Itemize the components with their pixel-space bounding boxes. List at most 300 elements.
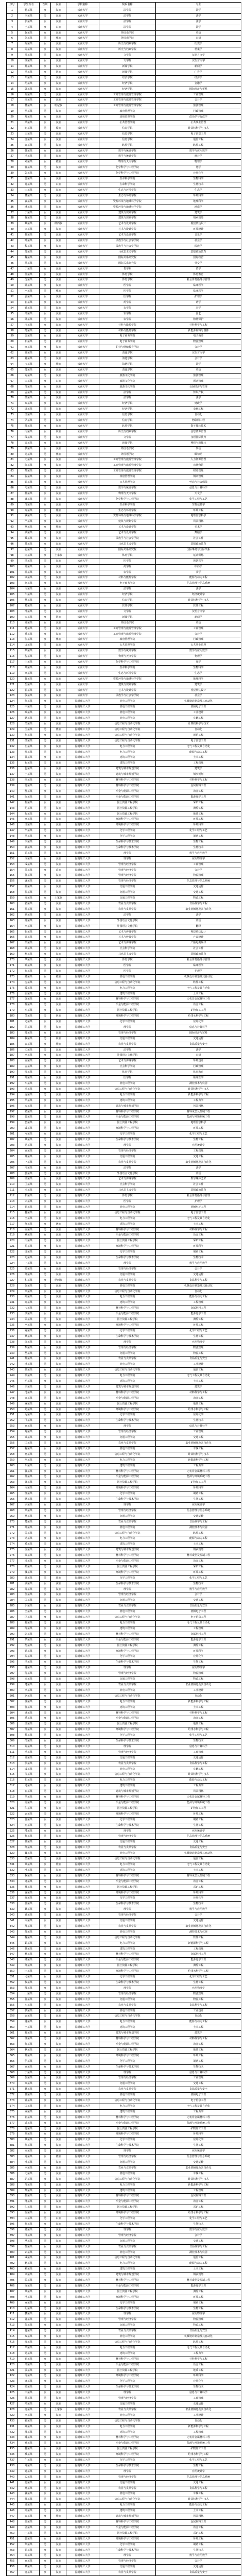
cell-major: 食品科学与工程 (156, 1278, 241, 1283)
cell-major: 生物技术 (156, 1902, 241, 1907)
cell-major: 金融学 (156, 81, 241, 87)
cell-major: 视觉传达设计 (156, 929, 241, 935)
cell-gender: 女 (40, 2244, 51, 2250)
cell-ethnicity: 汉族 (51, 2087, 66, 2093)
cell-department: 信息工程与自动化学院 (99, 1289, 156, 1295)
cell-ethnicity: 汉族 (51, 1132, 66, 1138)
cell-major: 矿物加工工程 (156, 1806, 241, 1811)
cell-ethnicity: 汉族 (51, 1047, 66, 1053)
cell-index: 45 (7, 255, 18, 261)
cell-ethnicity: 汉族 (51, 536, 66, 542)
table-row (7, 1014, 241, 1020)
cell-index: 78 (7, 440, 18, 446)
cell-department: 生态与环境学院 (99, 188, 156, 193)
cell-gender: 男 (40, 193, 51, 199)
cell-index: 198 (7, 1115, 18, 1121)
table-row (7, 772, 241, 778)
cell-department: 软件学院 (99, 143, 156, 148)
cell-department: 理学院 (99, 851, 156, 856)
cell-school: 昆明理工大学 (66, 1755, 99, 1761)
cell-major: 化学工程与工艺 (156, 1328, 241, 1334)
cell-index: 56 (7, 317, 18, 323)
cell-major: 交通运输 (156, 885, 241, 890)
cell-school: 云南大学 (66, 575, 99, 581)
cell-name: 裴某某 (18, 845, 40, 851)
cell-index: 161 (7, 907, 18, 912)
cell-major: 能源与环境系统工程 (156, 1801, 241, 1806)
cell-major: 临床医学 (156, 1076, 241, 1081)
cell-school: 昆明理工大学 (66, 1384, 99, 1390)
cell-department: 化学工程学院 (99, 1492, 156, 1497)
cell-name: 郜某某 (18, 2182, 40, 2188)
cell-index: 23 (7, 131, 18, 137)
cell-major: 临床医学 (156, 289, 241, 295)
cell-name: 仇某某 (18, 2076, 40, 2081)
table-row (7, 334, 241, 340)
cell-major: 财务管理 (156, 469, 241, 474)
cell-school: 昆明理工大学 (66, 2452, 99, 2458)
cell-school: 昆明理工大学 (66, 2216, 99, 2222)
cell-name: 宿某某 (18, 2211, 40, 2216)
cell-gender: 女 (40, 1154, 51, 1160)
cell-index: 431 (7, 2424, 18, 2430)
cell-ethnicity: 汉族 (51, 1334, 66, 1340)
cell-gender: 女 (40, 676, 51, 682)
cell-school: 昆明理工大学 (66, 1980, 99, 1986)
cell-school: 昆明理工大学 (66, 1036, 99, 1042)
cell-index: 139 (7, 783, 18, 789)
cell-gender: 男 (40, 671, 51, 676)
cell-name: 连某某 (18, 2570, 40, 2576)
cell-school: 昆明理工大学 (66, 2475, 99, 2480)
cell-department: 经济学院 (99, 75, 156, 81)
cell-ethnicity: 汉族 (51, 2345, 66, 2351)
cell-department: 国土资源工程学院 (99, 1121, 156, 1126)
cell-school: 昆明理工大学 (66, 2300, 99, 2306)
cell-name: 潘某某 (18, 205, 40, 210)
cell-name: 南某某 (18, 1486, 40, 1492)
cell-major: 信息与计算科学 (156, 1424, 241, 1430)
cell-index: 19 (7, 109, 18, 115)
cell-major: 车辆工程 (156, 1767, 241, 1772)
cell-index: 65 (7, 367, 18, 373)
cell-gender: 男 (40, 958, 51, 963)
cell-department: 建筑与规划学院 (99, 519, 156, 525)
cell-school: 云南大学 (66, 244, 99, 249)
cell-school: 昆明理工大学 (66, 2261, 99, 2267)
cell-major: 交通工程 (156, 1840, 241, 1845)
table-row (7, 514, 241, 519)
cell-school: 云南大学 (66, 30, 99, 36)
cell-ethnicity: 汉族 (51, 1177, 66, 1182)
cell-gender: 男 (40, 1104, 51, 1109)
table-row (7, 2014, 241, 2020)
cell-name: 王某某 (18, 25, 40, 30)
cell-index: 259 (7, 1458, 18, 1463)
table-row (7, 912, 241, 918)
cell-department: 材料科学与工程学院 (99, 1873, 156, 1879)
cell-name: 查某某 (18, 1396, 40, 1401)
cell-gender: 男 (40, 1160, 51, 1165)
cell-department: 生命科学与技术学院 (99, 1660, 156, 1666)
cell-school: 云南大学 (66, 480, 99, 486)
cell-gender: 男 (40, 2138, 51, 2143)
cell-major: 电子信息工程 (156, 131, 241, 137)
cell-name: 山某某 (18, 1991, 40, 1997)
cell-department: 国际关系研究院 (99, 547, 156, 553)
cell-major: 应用化学 (156, 2138, 241, 2143)
cell-ethnicity: 彝族 (51, 36, 66, 42)
cell-index: 216 (7, 1216, 18, 1222)
cell-major: 社会体育指导与管理 (156, 278, 241, 283)
table-row (7, 1750, 241, 1755)
table-row (7, 1868, 241, 1873)
table-row (7, 2295, 241, 2300)
cell-department: 农业与食品学院 (99, 1519, 156, 1525)
cell-gender: 男 (40, 2182, 51, 2188)
cell-ethnicity: 汉族 (51, 92, 66, 98)
cell-major: 土木工程 (156, 1868, 241, 1873)
cell-major: 车辆工程 (156, 716, 241, 722)
cell-major: 应用物理学 (156, 856, 241, 862)
cell-department: 理学院 (99, 856, 156, 862)
cell-name: 张某某 (18, 19, 40, 25)
table-row (7, 1873, 241, 1879)
cell-major: 会计学 (156, 2233, 241, 2239)
cell-ethnicity: 汉族 (51, 1963, 66, 1969)
cell-name: 祁某某 (18, 969, 40, 974)
table-row (7, 435, 241, 440)
cell-major: 生物工程 (156, 2143, 241, 2149)
cell-major: 食品质量与安全 (156, 2329, 241, 2334)
cell-index: 390 (7, 2194, 18, 2199)
table-row (7, 1418, 241, 1424)
cell-gender: 女 (40, 2514, 51, 2520)
cell-school: 昆明理工大学 (66, 800, 99, 806)
cell-ethnicity: 汉族 (51, 1121, 66, 1126)
cell-major: 环境工程 (156, 1811, 241, 1817)
table-row (7, 1536, 241, 1542)
cell-gender: 男 (40, 452, 51, 457)
cell-name: 姬某某 (18, 2385, 40, 2391)
cell-gender: 女 (40, 1345, 51, 1351)
cell-gender: 男 (40, 126, 51, 131)
cell-name: 幸某某 (18, 1688, 40, 1693)
cell-department: 工商管理与旅游管理学院 (99, 92, 156, 98)
cell-name: 成某某 (18, 1767, 40, 1772)
cell-department: 材料科学与工程学院 (99, 1227, 156, 1233)
cell-ethnicity: 汉族 (51, 1840, 66, 1845)
cell-gender: 女 (40, 81, 51, 87)
cell-index: 100 (7, 564, 18, 570)
cell-gender: 女 (40, 440, 51, 446)
cell-gender: 女 (40, 637, 51, 643)
cell-major: 化学 (156, 660, 241, 666)
table-row (7, 2064, 241, 2070)
cell-ethnicity: 汉族 (51, 1244, 66, 1250)
table-row (7, 1969, 241, 1975)
cell-index: 28 (7, 160, 18, 165)
cell-major: 数字媒体技术 (156, 423, 241, 429)
cell-school: 昆明理工大学 (66, 1761, 99, 1767)
cell-department: 电力工程学院 (99, 1941, 156, 1946)
cell-index: 356 (7, 2003, 18, 2008)
cell-index: 293 (7, 1649, 18, 1654)
cell-gender: 男 (40, 1811, 51, 1817)
cell-major: 数学与应用数学 (156, 2553, 241, 2559)
cell-index: 36 (7, 205, 18, 210)
cell-department: 公共管理学院 (99, 121, 156, 126)
cell-ethnicity: 白族 (51, 379, 66, 384)
cell-gender: 男 (40, 2486, 51, 2492)
cell-index: 171 (7, 963, 18, 969)
cell-index: 69 (7, 390, 18, 396)
cell-name: 邬某某 (18, 1250, 40, 1256)
cell-index: 328 (7, 1845, 18, 1851)
cell-ethnicity: 回族 (51, 1014, 66, 1020)
cell-department: 生态与环境学院 (99, 508, 156, 514)
cell-major: 软件工程 (156, 603, 241, 609)
header-index: 序号 (7, 3, 18, 8)
cell-department: 电力工程学院 (99, 1621, 156, 1626)
cell-gender: 女 (40, 1952, 51, 1958)
cell-major: 运动训练 (156, 553, 241, 558)
table-row (7, 1379, 241, 1385)
cell-department: 管理与经济学院 (99, 2475, 156, 2480)
cell-major: 视觉传达设计 (156, 222, 241, 227)
cell-index: 11 (7, 64, 18, 70)
cell-major: 材料科学与工程 (156, 778, 241, 784)
cell-school: 昆明理工大学 (66, 2295, 99, 2300)
cell-index: 143 (7, 806, 18, 811)
cell-ethnicity: 汉族 (51, 828, 66, 834)
cell-gender: 男 (40, 772, 51, 778)
table-row (7, 2194, 241, 2199)
cell-name: 纪某某 (18, 806, 40, 811)
cell-major: 新能源科学与工程 (156, 1941, 241, 1946)
cell-department: 职业与继续教育学院 (99, 345, 156, 351)
cell-major: 工程管理 (156, 1626, 241, 1632)
cell-gender: 女 (40, 1896, 51, 1902)
cell-gender: 女 (40, 362, 51, 368)
table-row (7, 1475, 241, 1480)
cell-major: 冶金工程 (156, 1003, 241, 1008)
cell-name: 岑某某 (18, 1132, 40, 1138)
cell-ethnicity: 汉族 (51, 2104, 66, 2109)
cell-name: 伊某某 (18, 1604, 40, 1609)
cell-ethnicity: 汉族 (51, 845, 66, 851)
cell-ethnicity: 汉族 (51, 1811, 66, 1817)
table-row (7, 834, 241, 840)
cell-index: 61 (7, 345, 18, 351)
cell-index: 305 (7, 1716, 18, 1722)
cell-school: 云南大学 (66, 109, 99, 115)
cell-ethnicity: 土家族 (51, 553, 66, 558)
table-row (7, 182, 241, 188)
cell-ethnicity: 汉族 (51, 1328, 66, 1334)
cell-name: 胥某某 (18, 1480, 40, 1486)
cell-school: 昆明理工大学 (66, 1834, 99, 1840)
cell-gender: 男 (40, 1801, 51, 1806)
table-row (7, 592, 241, 598)
cell-index: 412 (7, 2317, 18, 2323)
cell-index: 299 (7, 1682, 18, 1688)
cell-gender: 女 (40, 2525, 51, 2531)
cell-name: 关某某 (18, 722, 40, 727)
table-row (7, 1592, 241, 1598)
cell-ethnicity: 汉族 (51, 750, 66, 755)
cell-gender: 女 (40, 2368, 51, 2374)
cell-index: 142 (7, 800, 18, 806)
table-row (7, 991, 241, 997)
table-row (7, 1519, 241, 1525)
cell-major: 食品质量与安全 (156, 1604, 241, 1609)
cell-school: 云南大学 (66, 115, 99, 121)
cell-ethnicity: 壮族 (51, 1862, 66, 1868)
cell-ethnicity: 汉族 (51, 1374, 66, 1379)
cell-gender: 女 (40, 2109, 51, 2115)
cell-school: 昆明理工大学 (66, 1975, 99, 1980)
cell-gender: 男 (40, 2418, 51, 2424)
cell-major: 车辆工程 (156, 2171, 241, 2177)
cell-gender: 女 (40, 755, 51, 761)
table-row (7, 2317, 241, 2323)
cell-school: 昆明理工大学 (66, 2385, 99, 2391)
table-row (7, 2351, 241, 2357)
cell-department: 生命科学与技术学院 (99, 1581, 156, 1587)
cell-index: 86 (7, 485, 18, 491)
cell-index: 197 (7, 1109, 18, 1115)
cell-name: 赖某某 (18, 2267, 40, 2273)
cell-index: 376 (7, 2115, 18, 2121)
table-row (7, 2149, 241, 2155)
cell-department: 物理与天文学院 (99, 160, 156, 165)
cell-gender: 男 (40, 13, 51, 19)
cell-major: 环境科学 (156, 2374, 241, 2379)
cell-major: 通信工程 (156, 1368, 241, 1374)
cell-school: 昆明理工大学 (66, 2323, 99, 2329)
cell-school: 昆明理工大学 (66, 2374, 99, 2379)
cell-ethnicity: 汉族 (51, 2492, 66, 2497)
cell-index: 82 (7, 463, 18, 469)
table-row (7, 1154, 241, 1160)
cell-gender: 女 (40, 2256, 51, 2261)
cell-department: 国土资源工程学院 (99, 1317, 156, 1323)
cell-department: 电力工程学院 (99, 1374, 156, 1379)
cell-name: 皮某某 (18, 1548, 40, 1553)
cell-ethnicity: 汉族 (51, 1401, 66, 1407)
cell-index: 180 (7, 1014, 18, 1020)
cell-department: 滇池学院 (99, 367, 156, 373)
cell-ethnicity: 汉族 (51, 1868, 66, 1873)
cell-index: 415 (7, 2334, 18, 2340)
cell-department: 材料科学与工程学院 (99, 1710, 156, 1716)
cell-name: 来某某 (18, 1677, 40, 1683)
cell-major: 视觉传达设计 (156, 688, 241, 693)
cell-school: 昆明理工大学 (66, 1902, 99, 1907)
cell-school: 昆明理工大学 (66, 2244, 99, 2250)
cell-gender: 女 (40, 323, 51, 328)
cell-major: 无机非金属材料工程 (156, 1469, 241, 1475)
cell-gender: 男 (40, 654, 51, 660)
table-row (7, 587, 241, 592)
cell-ethnicity: 汉族 (51, 1396, 66, 1401)
cell-major: 无机非金属材料工程 (156, 1795, 241, 1801)
cell-gender: 女 (40, 542, 51, 548)
cell-department: 农业与食品学院 (99, 1924, 156, 1929)
cell-school: 昆明理工大学 (66, 2025, 99, 2031)
cell-school: 昆明理工大学 (66, 1401, 99, 1407)
cell-name: 冯某某 (18, 154, 40, 160)
cell-school: 昆明理工大学 (66, 1340, 99, 1345)
table-row (7, 2492, 241, 2497)
cell-school: 云南大学 (66, 104, 99, 109)
cell-ethnicity: 汉族 (51, 592, 66, 598)
cell-major: 经济统计学 (156, 592, 241, 598)
cell-name: 程某某 (18, 244, 40, 249)
cell-index: 312 (7, 1755, 18, 1761)
cell-ethnicity: 汉族 (51, 1519, 66, 1525)
cell-gender: 女 (40, 19, 51, 25)
table-row (7, 25, 241, 30)
cell-name: 璩某某 (18, 2435, 40, 2441)
cell-name: 邱某某 (18, 407, 40, 413)
cell-ethnicity: 汉族 (51, 59, 66, 64)
cell-gender: 女 (40, 1390, 51, 1396)
cell-name: 明某某 (18, 1379, 40, 1385)
table-row (7, 2261, 241, 2267)
cell-department: 机电工程学院 (99, 2334, 156, 2340)
cell-department: 医学院 (99, 969, 156, 974)
cell-name: 单某某 (18, 834, 40, 840)
cell-ethnicity: 汉族 (51, 1384, 66, 1390)
cell-index: 292 (7, 1643, 18, 1649)
cell-school: 云南大学 (66, 351, 99, 357)
cell-name: 党某某 (18, 1143, 40, 1148)
cell-gender: 女 (40, 148, 51, 154)
cell-ethnicity: 汉族 (51, 1924, 66, 1929)
cell-name: 桑某某 (18, 1334, 40, 1340)
cell-major: 自动化 (156, 2418, 241, 2424)
cell-department: 材料科学与工程学院 (99, 2278, 156, 2284)
cell-index: 87 (7, 491, 18, 497)
cell-gender: 女 (40, 1064, 51, 1070)
cell-name: 景某某 (18, 2138, 40, 2143)
table-row (7, 1334, 241, 1340)
cell-ethnicity: 汉族 (51, 423, 66, 429)
table-row (7, 1030, 241, 1036)
cell-gender: 男 (40, 1969, 51, 1975)
table-row (7, 2081, 241, 2087)
cell-major: 信息与计算科学 (156, 2391, 241, 2396)
cell-school: 云南大学 (66, 300, 99, 306)
cell-major: 地质工程 (156, 1722, 241, 1727)
cell-ethnicity: 汉族 (51, 2059, 66, 2064)
cell-ethnicity: 汉族 (51, 2239, 66, 2244)
cell-index: 209 (7, 1177, 18, 1182)
cell-index: 102 (7, 575, 18, 581)
cell-department: 信息工程与自动化学院 (99, 1693, 156, 1699)
cell-department: 冶金与能源工程学院 (99, 1637, 156, 1643)
cell-major: 应用物理学 (156, 1666, 241, 1671)
cell-major: 应用统计学 (156, 1143, 241, 1148)
table-row (7, 289, 241, 295)
cell-major: 电气工程及其自动化 (156, 1621, 241, 1626)
table-row (7, 1289, 241, 1295)
cell-school: 昆明理工大学 (66, 1272, 99, 1278)
cell-index: 258 (7, 1452, 18, 1458)
cell-gender: 男 (40, 1194, 51, 1199)
